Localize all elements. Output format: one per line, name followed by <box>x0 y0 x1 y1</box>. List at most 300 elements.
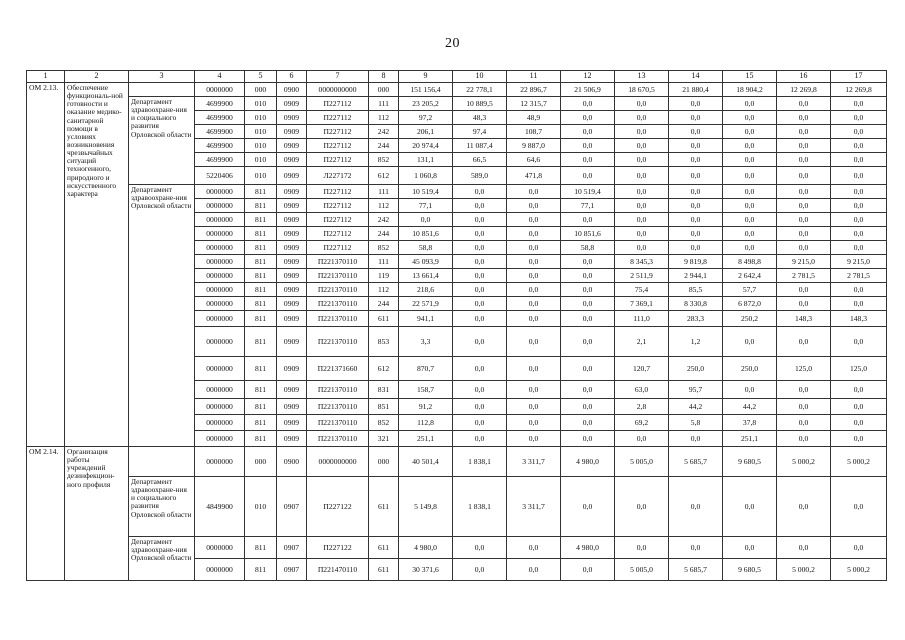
value-cell: 251,1 <box>723 431 777 447</box>
value-cell: 0909 <box>277 185 307 199</box>
value-cell: 4 980,0 <box>561 447 615 477</box>
measure-code: ОМ 2.14. <box>27 447 65 581</box>
value-cell: 0,0 <box>507 213 561 227</box>
value-cell: 2 511,9 <box>615 269 669 283</box>
column-header: 15 <box>723 71 777 83</box>
value-cell: 75,4 <box>615 283 669 297</box>
column-header: 3 <box>129 71 195 83</box>
value-cell: 12 269,8 <box>831 83 887 97</box>
value-cell: 0909 <box>277 327 307 357</box>
value-cell: 0,0 <box>561 269 615 283</box>
value-cell: 3 311,7 <box>507 447 561 477</box>
value-cell: П221370110 <box>307 415 369 431</box>
value-cell: 10 851,6 <box>561 227 615 241</box>
value-cell: 11 087,4 <box>453 139 507 153</box>
value-cell: 811 <box>245 381 277 399</box>
value-cell: 9 887,0 <box>507 139 561 153</box>
value-cell: П221370110 <box>307 269 369 283</box>
value-cell: 91,2 <box>399 399 453 415</box>
column-header: 10 <box>453 71 507 83</box>
value-cell: 64,6 <box>507 153 561 167</box>
value-cell: П227112 <box>307 227 369 241</box>
table-row <box>27 83 887 97</box>
value-cell: 0,0 <box>561 415 615 431</box>
value-cell: 0000000 <box>195 199 245 213</box>
value-cell: 9 680,5 <box>723 447 777 477</box>
value-cell: 0,0 <box>831 415 887 431</box>
value-cell: 0,0 <box>723 327 777 357</box>
value-cell: 0,0 <box>669 139 723 153</box>
value-cell: 77,1 <box>399 199 453 213</box>
column-header: 5 <box>245 71 277 83</box>
value-cell: 5 685,7 <box>669 447 723 477</box>
value-cell: 0,0 <box>561 111 615 125</box>
value-cell: 0,0 <box>615 477 669 537</box>
column-header: 11 <box>507 71 561 83</box>
value-cell: 0,0 <box>777 167 831 185</box>
value-cell: 112 <box>369 283 399 297</box>
value-cell: 151 156,4 <box>399 83 453 97</box>
value-cell: 0,0 <box>723 139 777 153</box>
value-cell: 010 <box>245 477 277 537</box>
value-cell: П227112 <box>307 213 369 227</box>
value-cell: 0909 <box>277 357 307 381</box>
value-cell: 0,0 <box>561 153 615 167</box>
value-cell: 0,0 <box>615 537 669 559</box>
value-cell: 0,0 <box>669 431 723 447</box>
value-cell: 1 060,8 <box>399 167 453 185</box>
value-cell: 5 149,8 <box>399 477 453 537</box>
value-cell: 0,0 <box>723 381 777 399</box>
value-cell: 0,0 <box>723 185 777 199</box>
value-cell: 4 980,0 <box>399 537 453 559</box>
value-cell: 0,0 <box>453 297 507 311</box>
value-cell: 0,0 <box>669 167 723 185</box>
column-header: 14 <box>669 71 723 83</box>
value-cell: 5220406 <box>195 167 245 185</box>
value-cell: 0,0 <box>831 139 887 153</box>
value-cell: 0,0 <box>723 199 777 213</box>
value-cell: 0909 <box>277 241 307 255</box>
value-cell: 0,0 <box>831 431 887 447</box>
value-cell: 611 <box>369 559 399 581</box>
value-cell: 10 851,6 <box>399 227 453 241</box>
value-cell: 851 <box>369 399 399 415</box>
column-header: 17 <box>831 71 887 83</box>
value-cell: 0,0 <box>723 125 777 139</box>
value-cell: 0,0 <box>561 297 615 311</box>
value-cell: П227112 <box>307 125 369 139</box>
value-cell: 0,0 <box>507 415 561 431</box>
value-cell: 0909 <box>277 255 307 269</box>
value-cell: 0,0 <box>453 199 507 213</box>
value-cell: 0,0 <box>831 399 887 415</box>
value-cell: 111,0 <box>615 311 669 327</box>
value-cell: 0,0 <box>507 199 561 213</box>
value-cell: П221470110 <box>307 559 369 581</box>
value-cell: 0,0 <box>453 311 507 327</box>
value-cell: 18 904,2 <box>723 83 777 97</box>
value-cell: 811 <box>245 255 277 269</box>
value-cell: 0,0 <box>453 381 507 399</box>
value-cell: 119 <box>369 269 399 283</box>
value-cell: 0,0 <box>615 111 669 125</box>
column-header: 1 <box>27 71 65 83</box>
value-cell: 0000000 <box>195 559 245 581</box>
value-cell: 811 <box>245 357 277 381</box>
value-cell: 0909 <box>277 167 307 185</box>
column-header: 16 <box>777 71 831 83</box>
value-cell: 0,0 <box>561 559 615 581</box>
value-cell: 811 <box>245 185 277 199</box>
value-cell: 0000000 <box>195 537 245 559</box>
executor-cell <box>129 83 195 97</box>
value-cell: 0,0 <box>831 111 887 125</box>
value-cell: 0,0 <box>777 199 831 213</box>
value-cell: 0909 <box>277 199 307 213</box>
value-cell: 97,4 <box>453 125 507 139</box>
value-cell: 148,3 <box>777 311 831 327</box>
value-cell: 010 <box>245 167 277 185</box>
value-cell: 0909 <box>277 283 307 297</box>
value-cell: 0000000 <box>195 255 245 269</box>
value-cell: 10 889,5 <box>453 97 507 111</box>
value-cell: 0,0 <box>723 97 777 111</box>
value-cell: 2 781,5 <box>777 269 831 283</box>
value-cell: 0,0 <box>777 297 831 311</box>
header-row <box>27 71 887 83</box>
value-cell: 0,0 <box>669 199 723 213</box>
value-cell: 811 <box>245 415 277 431</box>
value-cell: 0,0 <box>831 241 887 255</box>
value-cell: 0,0 <box>615 199 669 213</box>
value-cell: 0,0 <box>561 357 615 381</box>
value-cell: П221370110 <box>307 255 369 269</box>
value-cell: 0900 <box>277 447 307 477</box>
value-cell: 611 <box>369 477 399 537</box>
value-cell: 12 269,8 <box>777 83 831 97</box>
value-cell: 0,0 <box>507 269 561 283</box>
value-cell: 0,0 <box>777 283 831 297</box>
value-cell: 589,0 <box>453 167 507 185</box>
value-cell: 0,0 <box>615 241 669 255</box>
value-cell: 108,7 <box>507 125 561 139</box>
value-cell: 0,0 <box>723 153 777 167</box>
value-cell: 10 519,4 <box>561 185 615 199</box>
column-header: 4 <box>195 71 245 83</box>
value-cell: 0,0 <box>669 537 723 559</box>
value-cell: 811 <box>245 297 277 311</box>
value-cell: 0,0 <box>615 125 669 139</box>
value-cell: 000 <box>369 83 399 97</box>
value-cell: 0,0 <box>777 213 831 227</box>
value-cell: П221370110 <box>307 297 369 311</box>
value-cell: 0,0 <box>777 537 831 559</box>
value-cell: 58,8 <box>399 241 453 255</box>
value-cell: 0,0 <box>777 399 831 415</box>
value-cell: 111 <box>369 255 399 269</box>
executor-cell: Департамент здравоохране-ния и социального развития Орловской области <box>129 97 195 185</box>
value-cell: 0,0 <box>507 311 561 327</box>
value-cell: 0000000 <box>195 415 245 431</box>
value-cell: 40 501,4 <box>399 447 453 477</box>
value-cell: 9 680,5 <box>723 559 777 581</box>
value-cell: 611 <box>369 311 399 327</box>
value-cell: 0,0 <box>561 255 615 269</box>
value-cell: 4699900 <box>195 153 245 167</box>
value-cell: 112 <box>369 111 399 125</box>
value-cell: 811 <box>245 431 277 447</box>
value-cell: 5 005,0 <box>615 559 669 581</box>
value-cell: 0,0 <box>615 185 669 199</box>
value-cell: 2 642,4 <box>723 269 777 283</box>
value-cell: 0,0 <box>453 415 507 431</box>
value-cell: 0000000 <box>195 241 245 255</box>
value-cell: 0,0 <box>777 381 831 399</box>
value-cell: 941,1 <box>399 311 453 327</box>
value-cell: 22 571,9 <box>399 297 453 311</box>
value-cell: 0909 <box>277 125 307 139</box>
value-cell: 44,2 <box>669 399 723 415</box>
value-cell: 0,0 <box>507 227 561 241</box>
value-cell: 244 <box>369 139 399 153</box>
value-cell: 2,8 <box>615 399 669 415</box>
value-cell: 5 000,2 <box>831 447 887 477</box>
value-cell: 0,0 <box>723 111 777 125</box>
column-header: 6 <box>277 71 307 83</box>
value-cell: 8 498,8 <box>723 255 777 269</box>
value-cell: 85,5 <box>669 283 723 297</box>
value-cell: 0000000 <box>195 83 245 97</box>
value-cell: 010 <box>245 139 277 153</box>
value-cell: 0907 <box>277 537 307 559</box>
table-row <box>27 477 887 537</box>
value-cell: 852 <box>369 415 399 431</box>
column-header: 7 <box>307 71 369 83</box>
value-cell: 811 <box>245 199 277 213</box>
value-cell: 131,1 <box>399 153 453 167</box>
value-cell: 21 506,9 <box>561 83 615 97</box>
value-cell: 0909 <box>277 431 307 447</box>
value-cell: 8 345,3 <box>615 255 669 269</box>
value-cell: 811 <box>245 227 277 241</box>
value-cell: П227112 <box>307 97 369 111</box>
value-cell: 612 <box>369 357 399 381</box>
value-cell: 0,0 <box>777 97 831 111</box>
value-cell: 5 000,2 <box>831 559 887 581</box>
value-cell: 0,0 <box>831 153 887 167</box>
value-cell: 148,3 <box>831 311 887 327</box>
value-cell: 0000000 <box>195 381 245 399</box>
table-row <box>27 185 887 199</box>
executor-cell <box>129 447 195 477</box>
value-cell: 3 311,7 <box>507 477 561 537</box>
value-cell: 0,0 <box>561 97 615 111</box>
value-cell: 69,2 <box>615 415 669 431</box>
value-cell: 37,8 <box>723 415 777 431</box>
value-cell: 0,0 <box>561 311 615 327</box>
value-cell: 0909 <box>277 399 307 415</box>
value-cell: 811 <box>245 213 277 227</box>
value-cell: 0,0 <box>453 431 507 447</box>
value-cell: 0,0 <box>831 297 887 311</box>
value-cell: 0,0 <box>561 125 615 139</box>
value-cell: 111 <box>369 97 399 111</box>
value-cell: 244 <box>369 227 399 241</box>
value-cell: 0,0 <box>831 537 887 559</box>
value-cell: 4699900 <box>195 139 245 153</box>
value-cell: 0,0 <box>669 241 723 255</box>
value-cell: 0,0 <box>669 477 723 537</box>
value-cell: 000 <box>245 447 277 477</box>
value-cell: 0,0 <box>507 357 561 381</box>
measure-name: Обеспечение функциональ-ной готовности и оказание медико-санитарной помощи в условиях возникновения чрезвычайных ситуаций техногенного, природного и искусственного характера <box>65 83 129 447</box>
value-cell: 63,0 <box>615 381 669 399</box>
value-cell: П227112 <box>307 199 369 213</box>
column-header: 2 <box>65 71 129 83</box>
value-cell: 206,1 <box>399 125 453 139</box>
value-cell: 0,0 <box>669 97 723 111</box>
value-cell: 0,0 <box>507 297 561 311</box>
value-cell: 0,0 <box>669 227 723 241</box>
value-cell: 811 <box>245 283 277 297</box>
value-cell: 44,2 <box>723 399 777 415</box>
value-cell: 242 <box>369 125 399 139</box>
value-cell: 0,0 <box>723 213 777 227</box>
value-cell: 0,0 <box>399 213 453 227</box>
value-cell: 0,0 <box>831 167 887 185</box>
value-cell: 0909 <box>277 381 307 399</box>
value-cell: 0,0 <box>453 255 507 269</box>
value-cell: 0,0 <box>453 283 507 297</box>
value-cell: 5 685,7 <box>669 559 723 581</box>
value-cell: 0,0 <box>777 185 831 199</box>
value-cell: 0,0 <box>507 399 561 415</box>
measure-name: Организация работы учреждений дезинфекцион-ного профиля <box>65 447 129 581</box>
value-cell: 10 519,4 <box>399 185 453 199</box>
value-cell: 0,0 <box>831 199 887 213</box>
value-cell: 010 <box>245 125 277 139</box>
value-cell: 125,0 <box>777 357 831 381</box>
value-cell: 1 838,1 <box>453 477 507 537</box>
value-cell: 21 880,4 <box>669 83 723 97</box>
value-cell: 0000000 <box>195 399 245 415</box>
value-cell: 0,0 <box>561 213 615 227</box>
value-cell: 48,9 <box>507 111 561 125</box>
value-cell: 0,0 <box>507 431 561 447</box>
column-header: 9 <box>399 71 453 83</box>
column-header: 8 <box>369 71 399 83</box>
value-cell: 30 371,6 <box>399 559 453 581</box>
value-cell: 0000000 <box>195 311 245 327</box>
value-cell: 0,0 <box>615 227 669 241</box>
value-cell: 13 661,4 <box>399 269 453 283</box>
value-cell: 0,0 <box>507 381 561 399</box>
value-cell: 0,0 <box>723 167 777 185</box>
value-cell: 0,0 <box>453 213 507 227</box>
value-cell: 0000000 <box>195 227 245 241</box>
value-cell: 0,0 <box>777 153 831 167</box>
value-cell: 0,0 <box>777 477 831 537</box>
value-cell: 0,0 <box>777 241 831 255</box>
value-cell: 244 <box>369 297 399 311</box>
value-cell: 0000000 <box>195 283 245 297</box>
value-cell: 0,0 <box>561 283 615 297</box>
value-cell: 0,0 <box>669 111 723 125</box>
value-cell: 8 330,8 <box>669 297 723 311</box>
value-cell: 2 781,5 <box>831 269 887 283</box>
value-cell: 0,0 <box>507 255 561 269</box>
value-cell: П227112 <box>307 241 369 255</box>
value-cell: 0,0 <box>453 327 507 357</box>
value-cell: 0,0 <box>831 125 887 139</box>
value-cell: 811 <box>245 327 277 357</box>
value-cell: 811 <box>245 269 277 283</box>
value-cell: 0,0 <box>669 213 723 227</box>
value-cell: 66,5 <box>453 153 507 167</box>
value-cell: 112 <box>369 199 399 213</box>
value-cell: 0,0 <box>453 185 507 199</box>
value-cell: 0907 <box>277 477 307 537</box>
value-cell: 0,0 <box>453 269 507 283</box>
value-cell: 0000000 <box>195 213 245 227</box>
column-header: 13 <box>615 71 669 83</box>
value-cell: 870,7 <box>399 357 453 381</box>
value-cell: 611 <box>369 537 399 559</box>
value-cell: 0,0 <box>831 327 887 357</box>
value-cell: 0000000 <box>195 269 245 283</box>
value-cell: 0,0 <box>561 327 615 357</box>
value-cell: 251,1 <box>399 431 453 447</box>
value-cell: 0,0 <box>615 167 669 185</box>
value-cell: 125,0 <box>831 357 887 381</box>
value-cell: 0,0 <box>777 139 831 153</box>
value-cell: П227122 <box>307 537 369 559</box>
page-number: 20 <box>445 36 460 51</box>
value-cell: 811 <box>245 399 277 415</box>
value-cell: 5,8 <box>669 415 723 431</box>
value-cell: 111 <box>369 185 399 199</box>
value-cell: 2,1 <box>615 327 669 357</box>
value-cell: 0909 <box>277 227 307 241</box>
value-cell: 4699900 <box>195 97 245 111</box>
value-cell: 158,7 <box>399 381 453 399</box>
value-cell: 010 <box>245 111 277 125</box>
value-cell: 0,0 <box>723 477 777 537</box>
value-cell: 0,0 <box>561 381 615 399</box>
value-cell: 18 670,5 <box>615 83 669 97</box>
value-cell: 0000000 <box>195 357 245 381</box>
value-cell: 0,0 <box>615 139 669 153</box>
value-cell: 0,0 <box>615 153 669 167</box>
value-cell: 23 205,2 <box>399 97 453 111</box>
value-cell: 0909 <box>277 139 307 153</box>
value-cell: 0,0 <box>453 559 507 581</box>
value-cell: 0909 <box>277 311 307 327</box>
value-cell: 0,0 <box>507 537 561 559</box>
value-cell: 0,0 <box>831 227 887 241</box>
executor-cell: Департамент здравоохране-ния и социального развития Орловской области <box>129 477 195 537</box>
value-cell: 250,2 <box>723 311 777 327</box>
value-cell: 0,0 <box>507 327 561 357</box>
value-cell: П221370110 <box>307 311 369 327</box>
value-cell: 250,0 <box>723 357 777 381</box>
value-cell: 0,0 <box>669 153 723 167</box>
measure-code: ОМ 2.13. <box>27 83 65 447</box>
value-cell: 0000000 <box>195 431 245 447</box>
value-cell: 22 896,7 <box>507 83 561 97</box>
value-cell: 0000000000 <box>307 83 369 97</box>
